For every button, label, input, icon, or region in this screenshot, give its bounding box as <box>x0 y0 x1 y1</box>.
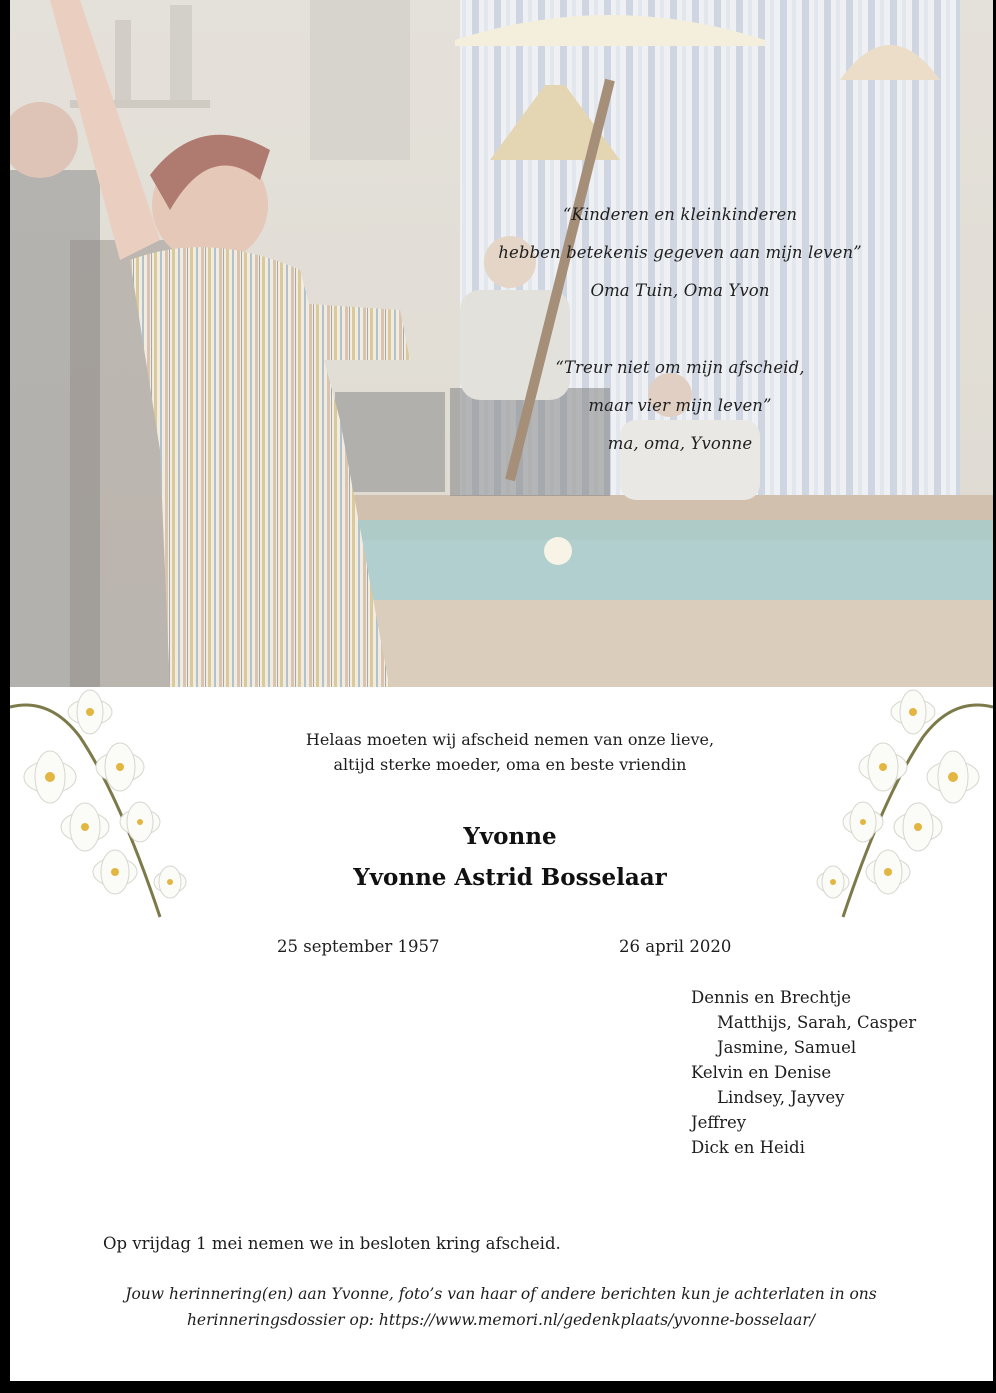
quote-1-line-1: “Kinderen en kleinkinderen <box>562 205 798 224</box>
deceased-full-name: Yvonne Astrid Bosselaar <box>353 864 667 891</box>
photo-fade-overlay <box>10 0 993 687</box>
intro-line-1: Helaas moeten wij afscheid nemen van onze lieve, <box>305 730 715 749</box>
memorial-note-line-1: Jouw herinnering(en) aan Yvonne, foto’s van haar of andere berichten kun je achterlaten in ons <box>125 1285 877 1303</box>
family-row: Jeffrey <box>691 1113 747 1132</box>
memorial-note <box>80 1281 922 1333</box>
family-row: Dennis en Brechtje <box>691 988 852 1007</box>
quote-2-line-2: maar vier mijn leven” <box>588 396 772 415</box>
birth-date: 25 september 1957 <box>277 937 440 956</box>
intro-text <box>250 727 770 777</box>
quote-1-line-2: hebben betekenis gegeven aan mijn leven” <box>498 243 862 262</box>
quote-2 <box>480 353 880 467</box>
quote-2-line-1: “Treur niet om mijn afscheid, <box>555 358 805 377</box>
hero-photo <box>10 0 993 687</box>
deceased-first-name: Yvonne <box>463 823 557 850</box>
memorial-note-line-2: herinneringsdossier op: https://www.memori.nl/gedenkplaats/yvonne-bosselaar/ <box>186 1311 816 1329</box>
quote-1-line-3: Oma Tuin, Oma Yvon <box>590 281 770 300</box>
family-row: Dick en Heidi <box>691 1138 805 1157</box>
death-date: 26 april 2020 <box>619 937 732 956</box>
family-row: Kelvin en Denise <box>691 1063 832 1082</box>
quote-2-line-3: ma, oma, Yvonne <box>607 434 753 453</box>
condolence-card <box>10 0 993 1381</box>
quote-1 <box>480 200 880 314</box>
family-row: Matthijs, Sarah, Casper <box>717 1013 917 1032</box>
orchid-left-icon <box>10 687 210 927</box>
family-row: Lindsey, Jayvey <box>717 1088 845 1107</box>
orchid-right-icon <box>793 687 993 927</box>
family-row: Jasmine, Samuel <box>717 1038 857 1057</box>
family-list <box>691 985 916 1160</box>
farewell-notice: Op vrijdag 1 mei nemen we in besloten kring afscheid. <box>103 1234 561 1253</box>
intro-line-2: altijd sterke moeder, oma en beste vriendin <box>333 755 687 774</box>
